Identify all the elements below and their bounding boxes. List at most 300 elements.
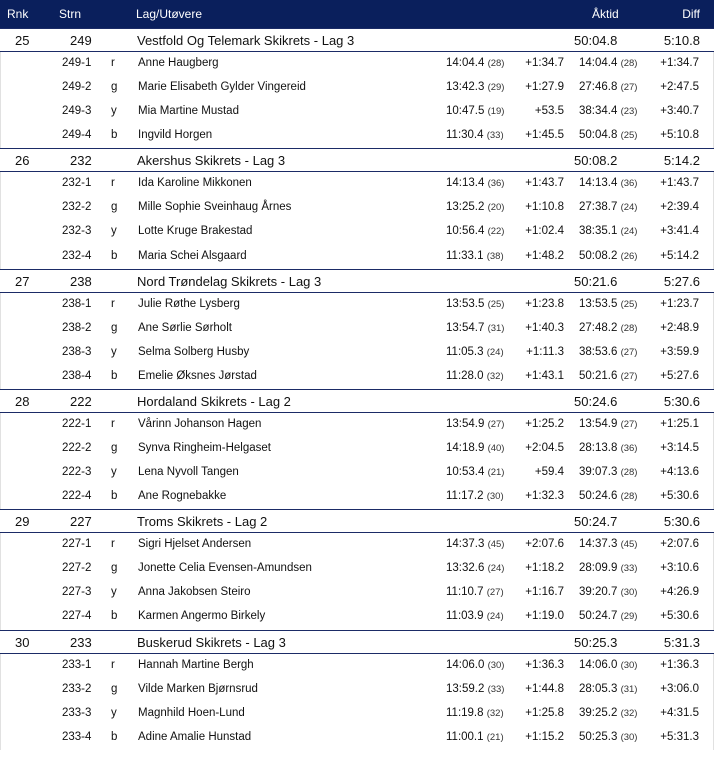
team-diff: 5:27.6	[663, 273, 700, 289]
split-time-value: 14:06.0	[446, 658, 485, 671]
split-diff: +1:48.2	[525, 249, 564, 262]
split-rank: (30)	[487, 659, 505, 671]
leg-color: g	[111, 682, 118, 695]
split-time	[446, 490, 504, 502]
leg-color: b	[111, 369, 118, 382]
cumulative-time	[579, 322, 637, 334]
team-row[interactable]	[0, 509, 714, 533]
leg-row[interactable]	[0, 245, 714, 269]
leg-color: y	[111, 225, 117, 238]
leg-id: 227-3	[62, 586, 92, 599]
leg-id: 222-4	[62, 490, 92, 503]
split-time-value: 10:47.5	[446, 105, 485, 118]
athlete-name[interactable]: Mia Martine Mustad	[138, 105, 239, 118]
leg-row[interactable]	[0, 196, 714, 220]
cumulative-diff: +3:40.7	[660, 105, 699, 118]
split-time-value: 13:54.7	[446, 321, 485, 334]
cumulative-time-value: 13:53.5	[579, 297, 618, 310]
split-time	[446, 81, 504, 93]
cumulative-time-value: 27:48.2	[579, 321, 618, 334]
team-name[interactable]: Nord Trøndelag Skikrets - Lag 3	[137, 273, 322, 289]
leg-row[interactable]	[0, 437, 714, 461]
leg-id: 233-1	[62, 658, 92, 671]
split-time-value: 13:59.2	[446, 682, 485, 695]
header-lag: Lag/Utøvere	[136, 7, 203, 21]
leg-row[interactable]	[0, 100, 714, 124]
team-bib: 222	[70, 393, 92, 409]
cumulative-time	[579, 538, 637, 550]
cumulative-time	[579, 57, 637, 69]
leg-row[interactable]	[0, 76, 714, 100]
split-time-value: 11:00.1	[446, 730, 484, 743]
split-diff: +1:45.5	[525, 129, 564, 142]
cumulative-time	[579, 418, 637, 430]
leg-row[interactable]	[0, 678, 714, 702]
leg-row[interactable]	[0, 581, 714, 605]
leg-color: g	[111, 321, 118, 334]
leg-row[interactable]	[0, 317, 714, 341]
split-time	[446, 370, 504, 382]
split-diff: +1:19.0	[525, 610, 564, 623]
leg-row[interactable]	[0, 702, 714, 726]
cumulative-time-value: 14:13.4	[579, 177, 618, 190]
leg-row[interactable]	[0, 654, 714, 678]
cumulative-time-value: 39:20.7	[579, 586, 618, 599]
split-diff: +1:16.7	[525, 586, 564, 599]
leg-color: y	[111, 345, 117, 358]
header-strn: Strn	[59, 7, 82, 21]
split-diff: +2:07.6	[525, 538, 564, 551]
leg-color: b	[111, 610, 118, 623]
cumulative-rank: (36)	[620, 443, 638, 455]
team-row[interactable]	[0, 269, 714, 293]
leg-row[interactable]	[0, 220, 714, 244]
header-diff: Diff	[682, 7, 700, 21]
cumulative-time-value: 39:07.3	[579, 466, 618, 479]
leg-color: r	[111, 297, 115, 310]
split-rank: (24)	[487, 563, 505, 575]
athlete-name[interactable]: Anna Jakobsen Steiro	[138, 586, 251, 599]
team-name[interactable]: Troms Skikrets - Lag 2	[137, 514, 268, 530]
split-time	[446, 322, 504, 334]
split-time-value: 13:53.5	[446, 297, 485, 310]
leg-id: 232-2	[62, 201, 92, 214]
leg-color: y	[111, 586, 117, 599]
split-rank: (29)	[487, 82, 505, 94]
leg-color: y	[111, 466, 117, 479]
cumulative-time-value: 28:05.3	[579, 682, 618, 695]
split-diff: +1:36.3	[525, 658, 564, 671]
leg-color: b	[111, 249, 118, 262]
cumulative-time	[579, 490, 637, 502]
split-diff: +59.4	[534, 466, 564, 479]
leg-color: g	[111, 442, 118, 455]
leg-color: r	[111, 417, 115, 430]
leg-id: 238-1	[62, 297, 92, 310]
athlete-name[interactable]: Selma Solberg Husby	[138, 345, 250, 358]
split-time	[446, 250, 504, 262]
cumulative-time-value: 39:25.2	[579, 706, 618, 719]
leg-color: g	[111, 81, 118, 94]
cumulative-diff: +5:14.2	[660, 249, 699, 262]
split-rank: (33)	[487, 683, 505, 695]
cumulative-diff: +1:25.1	[660, 417, 699, 430]
split-rank: (36)	[487, 178, 505, 190]
leg-color: r	[111, 538, 115, 551]
leg-color: b	[111, 730, 118, 743]
split-time-value: 11:30.4	[446, 129, 484, 142]
split-diff: +1:40.3	[525, 321, 564, 334]
team-time: 50:25.3	[574, 634, 618, 650]
split-diff: +1:11.3	[526, 345, 564, 358]
team-name[interactable]: Buskerud Skikrets - Lag 3	[137, 634, 286, 650]
cumulative-rank: (28)	[620, 58, 638, 69]
leg-id: 227-2	[62, 562, 92, 575]
cumulative-time-value: 38:34.4	[579, 105, 618, 118]
cumulative-diff: +1:36.3	[660, 658, 699, 671]
split-time	[446, 129, 504, 141]
cumulative-diff: +2:07.6	[660, 538, 699, 551]
split-time-value: 13:42.3	[446, 81, 485, 94]
split-diff: +1:23.8	[525, 297, 564, 310]
split-diff: +1:34.7	[525, 57, 564, 69]
athlete-name[interactable]: Marie Elisabeth Gylder Vingereid	[138, 81, 306, 94]
leg-id: 227-1	[62, 538, 92, 551]
team-row[interactable]	[0, 630, 714, 654]
cumulative-time-value: 50:25.3	[579, 730, 618, 743]
team-time: 50:24.7	[574, 514, 618, 530]
leg-color: r	[111, 177, 115, 190]
team-name[interactable]: Hordaland Skikrets - Lag 2	[137, 393, 291, 409]
cumulative-time-value: 14:37.3	[579, 538, 618, 551]
cumulative-time-value: 50:08.2	[579, 249, 618, 262]
cumulative-time	[579, 562, 637, 574]
leg-id: 249-1	[62, 57, 92, 69]
team-rank: 30	[15, 634, 30, 650]
team-name[interactable]: Vestfold Og Telemark Skikrets - Lag 3	[137, 33, 355, 48]
cumulative-rank: (27)	[620, 82, 638, 94]
cumulative-time	[579, 683, 637, 695]
team-diff: 5:10.8	[663, 33, 700, 48]
split-time	[446, 586, 504, 598]
split-time	[446, 346, 504, 358]
athlete-name[interactable]: Emelie Øksnes Jørstad	[138, 369, 257, 382]
team-diff: 5:30.6	[663, 514, 700, 530]
split-time	[446, 298, 504, 310]
split-time-value: 14:13.4	[446, 177, 485, 190]
leg-row[interactable]	[0, 124, 714, 148]
team-rank: 27	[15, 273, 30, 289]
split-time	[446, 683, 504, 695]
athlete-name[interactable]: Ingvild Horgen	[138, 129, 213, 142]
leg-row[interactable]	[0, 341, 714, 365]
split-time-value: 11:03.9	[446, 610, 484, 623]
split-time-value: 14:18.9	[446, 442, 485, 455]
split-rank: (22)	[487, 226, 505, 238]
leg-row[interactable]	[0, 726, 714, 750]
split-time-value: 13:32.6	[446, 562, 485, 575]
split-time-value: 11:19.8	[446, 706, 484, 719]
cumulative-time-value: 50:04.8	[579, 129, 618, 142]
athlete-name[interactable]: Synva Ringheim-Helgaset	[138, 442, 271, 455]
athlete-name[interactable]: Anne Haugberg	[138, 57, 219, 69]
split-time	[446, 538, 504, 550]
cumulative-rank: (31)	[620, 683, 638, 695]
cumulative-time	[579, 707, 637, 719]
cumulative-diff: +3:41.4	[660, 225, 699, 238]
cumulative-diff: +2:47.5	[660, 81, 699, 94]
split-time-value: 14:37.3	[446, 538, 485, 551]
leg-id: 222-1	[62, 417, 92, 430]
leg-id: 232-4	[62, 249, 92, 262]
cumulative-diff: +4:13.6	[660, 466, 699, 479]
leg-id: 222-3	[62, 466, 92, 479]
split-diff: +1:27.9	[525, 81, 564, 94]
cumulative-diff: +5:27.6	[660, 369, 699, 382]
split-time-value: 10:53.4	[446, 466, 485, 479]
cumulative-time-value: 27:46.8	[579, 81, 618, 94]
athlete-name[interactable]: Vilde Marken Bjørnsrud	[138, 682, 258, 695]
cumulative-diff: +1:23.7	[660, 297, 699, 310]
cumulative-rank: (23)	[620, 106, 638, 118]
split-diff: +1:10.8	[525, 201, 564, 214]
cumulative-diff: +3:14.5	[660, 442, 699, 455]
cumulative-time	[579, 586, 637, 598]
cumulative-time	[579, 370, 637, 382]
split-diff: +1:15.2	[525, 730, 564, 743]
leg-id: 238-4	[62, 369, 92, 382]
cumulative-rank: (29)	[620, 611, 638, 623]
split-rank: (33)	[486, 130, 504, 142]
athlete-name[interactable]: Maria Schei Alsgaard	[138, 249, 247, 262]
cumulative-time	[579, 346, 637, 358]
athlete-name[interactable]: Ida Karoline Mikkonen	[138, 177, 252, 190]
cumulative-time-value: 28:09.9	[579, 562, 618, 575]
split-time-value: 11:28.0	[446, 369, 484, 382]
cumulative-time	[579, 298, 637, 310]
split-diff: +1:44.8	[525, 682, 564, 695]
team-diff: 5:14.2	[663, 153, 700, 169]
team-rank: 28	[15, 393, 30, 409]
cumulative-rank: (24)	[620, 226, 638, 238]
leg-row[interactable]	[0, 413, 714, 437]
cumulative-rank: (36)	[620, 178, 638, 190]
team-row[interactable]	[0, 28, 714, 52]
team-row[interactable]	[0, 148, 714, 172]
leg-id: 233-3	[62, 706, 92, 719]
athlete-name[interactable]: Hannah Martine Bergh	[138, 658, 254, 671]
leg-id: 233-2	[62, 682, 92, 695]
split-time	[446, 610, 504, 622]
athlete-name[interactable]: Jonette Celia Evensen-Amundsen	[138, 562, 312, 575]
split-time-value: 11:10.7	[446, 586, 484, 599]
split-rank: (24)	[486, 611, 504, 623]
team-row[interactable]	[0, 389, 714, 413]
cumulative-rank: (28)	[620, 322, 638, 334]
athlete-name[interactable]: Magnhild Hoen-Lund	[138, 706, 245, 719]
cumulative-diff: +3:10.6	[660, 562, 699, 575]
split-rank: (38)	[486, 250, 504, 262]
leg-id: 249-2	[62, 81, 92, 94]
split-time	[446, 562, 504, 574]
cumulative-diff: +4:31.5	[660, 706, 699, 719]
team-rank: 25	[15, 33, 30, 48]
split-rank: (32)	[486, 370, 504, 382]
split-time	[446, 659, 504, 671]
cumulative-diff: +5:31.3	[660, 730, 699, 743]
leg-row[interactable]	[0, 293, 714, 317]
team-diff: 5:31.3	[663, 634, 700, 650]
split-rank: (27)	[486, 587, 504, 599]
leg-row[interactable]	[0, 52, 714, 76]
cumulative-rank: (26)	[620, 250, 638, 262]
cumulative-time	[579, 81, 637, 93]
cumulative-time-value: 50:24.7	[579, 610, 618, 623]
cumulative-time	[579, 177, 637, 189]
athlete-name[interactable]: Ane Sørlie Sørholt	[138, 321, 232, 334]
leg-color: g	[111, 201, 118, 214]
split-time	[446, 225, 504, 237]
split-diff: +1:43.1	[525, 369, 564, 382]
cumulative-rank: (32)	[620, 707, 638, 719]
split-rank: (30)	[486, 491, 504, 503]
leg-row[interactable]	[0, 605, 714, 629]
athlete-name[interactable]: Ane Rognebakke	[138, 490, 227, 503]
leg-color: y	[111, 105, 117, 118]
split-diff: +1:25.2	[525, 417, 564, 430]
leg-row[interactable]	[0, 172, 714, 196]
cumulative-diff: +2:48.9	[660, 321, 699, 334]
cumulative-time	[579, 466, 637, 478]
cumulative-time	[579, 105, 637, 117]
split-diff: +1:18.2	[525, 562, 564, 575]
split-time-value: 11:17.2	[446, 490, 484, 503]
split-time-value: 11:33.1	[446, 249, 484, 262]
leg-row[interactable]	[0, 461, 714, 485]
athlete-name[interactable]: Vårinn Johanson Hagen	[138, 417, 262, 430]
split-rank: (28)	[487, 58, 505, 69]
split-time	[446, 466, 504, 478]
split-rank: (20)	[487, 202, 505, 214]
split-time-value: 10:56.4	[446, 225, 485, 238]
athlete-name[interactable]: Julie Røthe Lysberg	[138, 297, 240, 310]
cumulative-diff: +5:10.8	[660, 129, 699, 142]
cumulative-rank: (24)	[620, 202, 638, 214]
split-rank: (19)	[487, 106, 505, 118]
team-time: 50:08.2	[574, 153, 618, 169]
athlete-name[interactable]: Karmen Angermo Birkely	[138, 610, 266, 623]
split-rank: (25)	[487, 298, 505, 310]
cumulative-time	[579, 731, 637, 743]
cumulative-rank: (30)	[620, 659, 638, 671]
athlete-name[interactable]: Mille Sophie Sveinhaug Årnes	[138, 201, 292, 214]
cumulative-rank: (27)	[620, 370, 638, 382]
leg-id: 222-2	[62, 442, 92, 455]
cumulative-diff: +4:26.9	[660, 586, 699, 599]
split-rank: (32)	[486, 707, 504, 719]
split-rank: (45)	[487, 539, 505, 551]
cumulative-time	[579, 442, 637, 454]
athlete-name[interactable]: Lotte Kruge Brakestad	[138, 225, 253, 238]
cumulative-rank: (45)	[620, 539, 638, 551]
cumulative-rank: (25)	[620, 130, 638, 142]
leg-color: r	[111, 57, 115, 69]
leg-row[interactable]	[0, 557, 714, 581]
cumulative-time-value: 13:54.9	[579, 417, 618, 430]
leg-color: r	[111, 658, 115, 671]
split-time-value: 13:54.9	[446, 417, 485, 430]
split-rank: (24)	[486, 346, 504, 358]
split-time	[446, 201, 504, 213]
cumulative-time-value: 28:13.8	[579, 442, 618, 455]
leg-color: y	[111, 706, 117, 719]
cumulative-time	[579, 129, 637, 141]
results-header	[0, 0, 714, 28]
leg-row[interactable]	[0, 365, 714, 389]
team-name[interactable]: Akershus Skikrets - Lag 3	[137, 153, 286, 169]
split-diff: +1:43.7	[525, 177, 564, 190]
cumulative-rank: (28)	[620, 467, 638, 479]
athlete-name[interactable]: Lena Nyvoll Tangen	[138, 466, 239, 479]
split-diff: +1:02.4	[525, 225, 564, 238]
leg-id: 227-4	[62, 610, 92, 623]
cumulative-diff: +5:30.6	[660, 610, 699, 623]
cumulative-diff: +5:30.6	[660, 490, 699, 503]
cumulative-time	[579, 225, 637, 237]
cumulative-rank: (28)	[620, 491, 638, 503]
team-bib: 249	[70, 33, 92, 48]
leg-row[interactable]	[0, 533, 714, 557]
cumulative-time-value: 14:06.0	[579, 658, 618, 671]
split-rank: (27)	[487, 418, 505, 430]
header-rnk: Rnk	[7, 7, 29, 21]
team-time: 50:24.6	[574, 393, 618, 409]
split-rank: (21)	[486, 731, 504, 743]
results-table	[0, 28, 714, 750]
team-bib: 232	[70, 153, 92, 169]
leg-row[interactable]	[0, 485, 714, 509]
team-bib: 238	[70, 273, 92, 289]
leg-color: b	[111, 129, 118, 142]
split-diff: +1:32.3	[525, 490, 564, 503]
cumulative-diff: +2:39.4	[660, 201, 699, 214]
split-diff: +1:25.8	[525, 706, 564, 719]
leg-id: 249-3	[62, 105, 92, 118]
split-time	[446, 105, 504, 117]
split-time-value: 11:05.3	[446, 345, 484, 358]
split-time	[446, 731, 504, 743]
athlete-name[interactable]: Adine Amalie Hunstad	[138, 730, 252, 743]
cumulative-time-value: 14:04.4	[579, 57, 618, 69]
split-time	[446, 442, 504, 454]
leg-id: 238-3	[62, 345, 92, 358]
cumulative-time-value: 38:35.1	[579, 225, 618, 238]
cumulative-rank: (27)	[620, 418, 638, 430]
split-time	[446, 418, 504, 430]
cumulative-diff: +1:43.7	[660, 177, 699, 190]
leg-id: 232-3	[62, 225, 92, 238]
team-bib: 227	[70, 514, 92, 530]
split-time-value: 13:25.2	[446, 201, 485, 214]
team-rank: 26	[15, 153, 30, 169]
split-diff: +2:04.5	[525, 442, 564, 455]
cumulative-diff: +3:06.0	[660, 682, 699, 695]
split-time-value: 14:04.4	[446, 57, 485, 69]
header-aktid: Åktid	[592, 7, 619, 21]
athlete-name[interactable]: Sigri Hjelset Andersen	[138, 538, 252, 551]
split-time	[446, 707, 504, 719]
team-time: 50:21.6	[574, 273, 618, 289]
